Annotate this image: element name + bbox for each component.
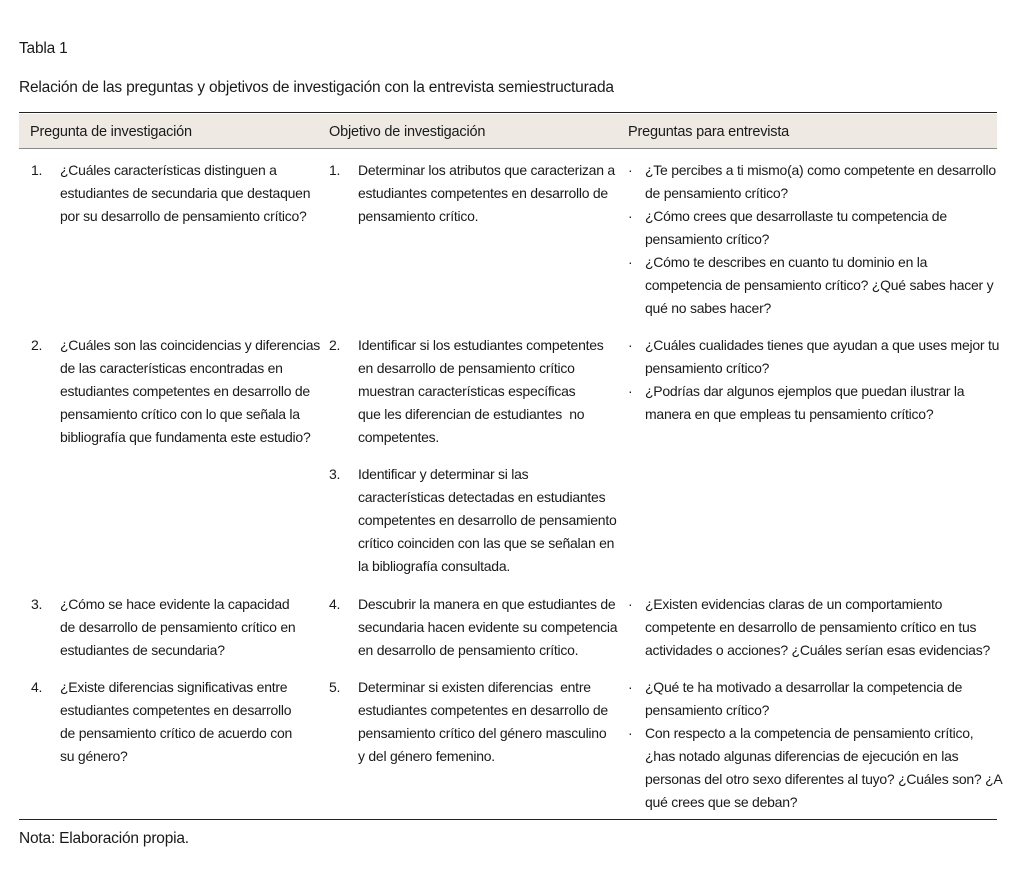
text-line: pensamiento crítico. — [358, 208, 479, 224]
text-line: estudiantes de secundaria que destaquen — [60, 185, 311, 201]
item-text — [358, 593, 617, 662]
text-line: actividades o acciones? ¿Cuáles serían esas evidencias? — [645, 642, 991, 658]
text-line: de pensamiento crítico de acuerdo con — [60, 725, 293, 741]
interview-question-group-3 — [628, 593, 991, 662]
text-line: personas del otro sexo diferentes al tuyo? ¿Cuáles son? ¿A — [645, 771, 1003, 787]
item-number: 2. — [329, 337, 341, 353]
interview-question-group-1 — [628, 159, 996, 320]
text-line: por su desarrollo de pensamiento crítico? — [60, 208, 307, 224]
interview-question — [628, 380, 988, 426]
text-line: ¿Te percibes a ti mismo(a) como competente en desarrollo — [645, 162, 996, 178]
item-text — [358, 334, 604, 449]
text-line: pensamiento crítico del género masculino — [358, 725, 607, 741]
interview-question — [628, 159, 996, 205]
item-text — [358, 159, 615, 228]
text-line: ¿Cuáles características distinguen a — [60, 162, 277, 178]
text-line: la bibliografía consultada. — [358, 558, 511, 574]
text-line: pensamiento crítico? — [645, 702, 770, 718]
text-line: competentes. — [358, 429, 440, 445]
text-line: Determinar los atributos que caracterizan a — [358, 162, 615, 178]
item-number: 4. — [31, 679, 43, 695]
text-line: Identificar si los estudiantes competentes — [358, 337, 604, 353]
text-line: ¿Cómo crees que desarrollaste tu competencia de — [645, 208, 947, 224]
header-research-question: Pregunta de investigación — [30, 124, 192, 140]
text-line: ¿Cuáles cualidades tienes que ayudan a que uses mejor tu — [645, 337, 1000, 353]
item-number: 2. — [31, 337, 43, 353]
text-line: muestran características específicas — [358, 383, 576, 399]
item-number: 3. — [329, 466, 341, 482]
table-note: Nota: Elaboración propia. — [19, 830, 189, 847]
text-line: qué crees que se deban? — [645, 794, 798, 810]
text-line: pensamiento crítico? — [645, 360, 770, 376]
text-line: ¿has notado algunas diferencias de ejecución en las — [645, 748, 959, 764]
item-number: 1. — [329, 162, 341, 178]
item-number: 5. — [329, 679, 341, 695]
item-number: 4. — [329, 596, 341, 612]
item-text — [60, 593, 295, 662]
bullet-icon: · — [628, 254, 633, 270]
text-line: Determinar si existen diferencias entre — [358, 679, 591, 695]
interview-question — [628, 251, 994, 320]
text-line: Identificar y determinar si las — [358, 466, 529, 482]
interview-question-group-2 — [628, 334, 1000, 426]
bullet-icon: · — [628, 725, 633, 741]
bullet-icon: · — [628, 337, 633, 353]
text-line: competencia de pensamiento crítico? ¿Qué sabes hacer y — [645, 277, 994, 293]
table-header — [19, 114, 997, 149]
item-text — [358, 463, 617, 578]
text-line: ¿Existe diferencias significativas entre — [60, 679, 288, 695]
text-line: Descubrir la manera en que estudiantes de — [358, 596, 616, 612]
bullet-icon: · — [628, 383, 633, 399]
text-line: pensamiento crítico con lo que señala la — [60, 406, 300, 422]
text-line: Con respecto a la competencia de pensamiento crítico, — [645, 725, 974, 741]
interview-question — [628, 334, 1000, 380]
interview-question — [628, 722, 1003, 814]
item-text — [60, 159, 310, 228]
text-line: de las características encontradas en — [60, 360, 283, 376]
header-interview-questions: Preguntas para entrevista — [628, 124, 790, 140]
text-line: pensamiento crítico? — [645, 231, 770, 247]
text-line: estudiantes de secundaria? — [60, 642, 225, 658]
text-line: características detectadas en estudiantes — [358, 489, 606, 505]
interview-question — [628, 593, 991, 662]
text-line: su género? — [60, 748, 128, 764]
header-research-objective: Objetivo de investigación — [329, 124, 486, 140]
text-line: ¿Cuáles son las coincidencias y diferencias — [60, 337, 321, 353]
text-line: que les diferencian de estudiantes no — [358, 406, 585, 422]
text-line: estudiantes competentes en desarrollo — [60, 702, 292, 718]
table-top-rule — [19, 112, 997, 113]
item-number: 1. — [31, 162, 43, 178]
text-line: competente en desarrollo de pensamiento crítico en tus — [645, 619, 977, 635]
table-bottom-rule — [19, 819, 997, 820]
text-line: estudiantes competentes en desarrollo de — [358, 702, 608, 718]
bullet-icon: · — [628, 596, 633, 612]
interview-question-group-4 — [628, 676, 1003, 814]
text-line: qué no sabes hacer? — [645, 300, 772, 316]
item-text — [60, 334, 320, 449]
text-line: ¿Podrías dar algunos ejemplos que puedan ilustrar la — [645, 383, 965, 399]
text-line: en desarrollo de pensamiento crítico — [358, 360, 575, 376]
table-label: Tabla 1 — [19, 40, 68, 57]
text-line: y del género femenino. — [358, 748, 495, 764]
text-line: secundaria hacen evidente su competencia — [358, 619, 618, 635]
text-line: ¿Cómo te describes en cuanto tu dominio en la — [645, 254, 928, 270]
item-number: 3. — [31, 596, 43, 612]
text-line: bibliografía que fundamenta este estudio? — [60, 429, 311, 445]
text-line: en desarrollo de pensamiento crítico. — [358, 642, 579, 658]
item-text — [60, 676, 292, 768]
text-line: estudiantes competentes en desarrollo de — [358, 185, 608, 201]
table-title: Relación de las preguntas y objetivos de investigación con la entrevista semiestructurada — [19, 79, 614, 96]
interview-question — [628, 676, 988, 722]
text-line: ¿Existen evidencias claras de un comportamiento — [645, 596, 943, 612]
text-line: competentes en desarrollo de pensamiento — [358, 512, 617, 528]
item-text — [358, 676, 608, 768]
text-line: estudiantes competentes en desarrollo de — [60, 383, 310, 399]
bullet-icon: · — [628, 162, 633, 178]
bullet-icon: · — [628, 208, 633, 224]
bullet-icon: · — [628, 679, 633, 695]
text-line: crítico coinciden con las que se señalan en — [358, 535, 615, 551]
interview-question — [628, 205, 988, 251]
text-line: ¿Qué te ha motivado a desarrollar la competencia de — [645, 679, 963, 695]
text-line: de desarrollo de pensamiento crítico en — [60, 619, 296, 635]
text-line: ¿Cómo se hace evidente la capacidad — [60, 596, 290, 612]
text-line: manera en que empleas tu pensamiento crítico? — [645, 406, 934, 422]
text-line: de pensamiento crítico? — [645, 185, 788, 201]
